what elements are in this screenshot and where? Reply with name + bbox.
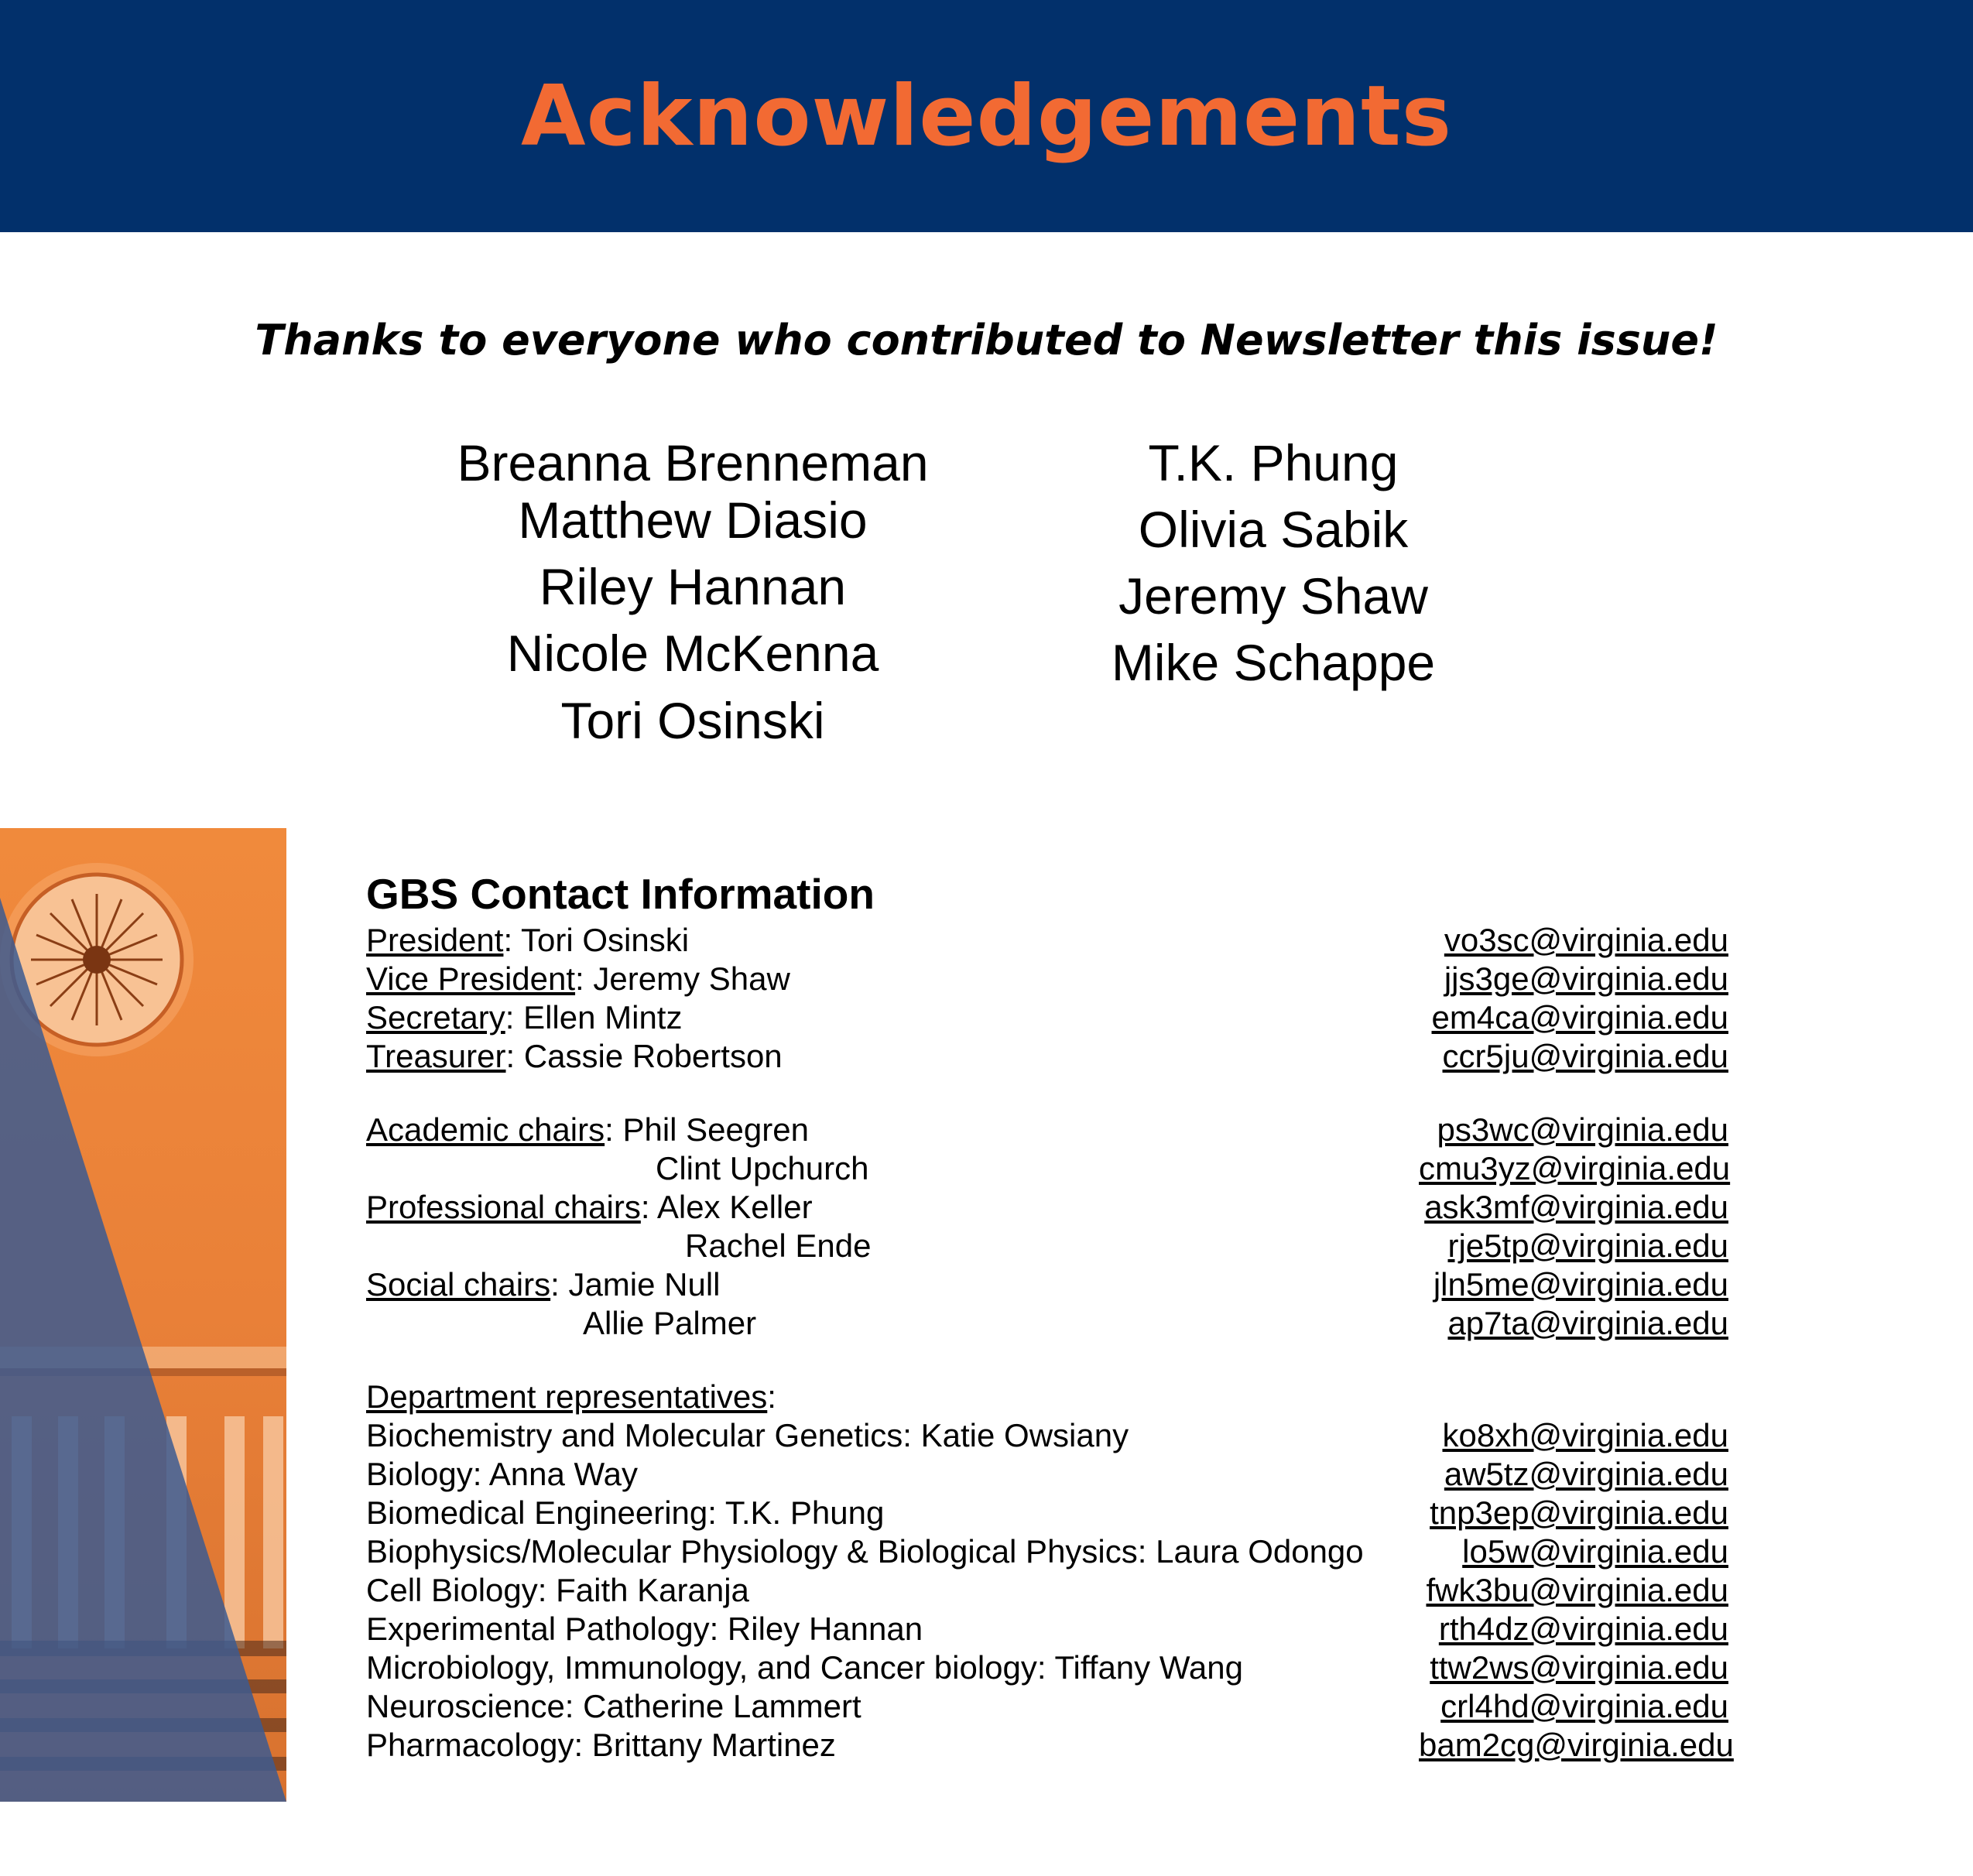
contributor-name: Mike Schappe xyxy=(1111,634,1436,691)
department-rep: Biochemistry and Molecular Genetics: Katie Owsiany xyxy=(366,1417,1129,1453)
contributor-name: Tori Osinski xyxy=(560,692,825,749)
department-row xyxy=(366,1416,1728,1455)
role-label: President xyxy=(366,922,504,958)
role-label: Professional chairs xyxy=(366,1189,641,1225)
email-link[interactable]: crl4hd@virginia.edu xyxy=(1440,1688,1728,1724)
role-label: Treasurer xyxy=(366,1038,506,1074)
department-rep: Experimental Pathology: Riley Hannan xyxy=(366,1611,923,1647)
email-link[interactable]: ko8xh@virginia.edu xyxy=(1442,1417,1728,1453)
role-label: Social chairs xyxy=(366,1266,551,1303)
header-banner xyxy=(0,0,1973,232)
department-row xyxy=(366,1532,1728,1571)
contact-row-vice-president xyxy=(366,960,1728,998)
department-rep: Cell Biology: Faith Karanja xyxy=(366,1572,749,1608)
role-label: Secretary xyxy=(366,999,505,1036)
person-name: : Alex Keller xyxy=(640,1189,813,1225)
email-link[interactable]: ask3mf@virginia.edu xyxy=(1424,1189,1728,1225)
email-link[interactable]: ps3wc@virginia.edu xyxy=(1437,1111,1728,1148)
email-link[interactable]: ccr5ju@virginia.edu xyxy=(1442,1038,1728,1074)
email-link[interactable]: fwk3bu@virginia.edu xyxy=(1426,1572,1728,1608)
department-heading-colon: : xyxy=(767,1378,776,1415)
email-link[interactable]: lo5w@virginia.edu xyxy=(1462,1533,1728,1570)
rotunda-illustration xyxy=(0,828,286,1802)
email-link[interactable]: rje5tp@virginia.edu xyxy=(1447,1227,1728,1264)
email-link[interactable]: ttw2ws@virginia.edu xyxy=(1430,1649,1728,1686)
person-name: : Tori Osinski xyxy=(503,922,690,958)
department-row xyxy=(366,1494,1728,1532)
email-link[interactable]: vo3sc@virginia.edu xyxy=(1444,922,1728,958)
contact-row-professional-chair xyxy=(366,1188,1728,1227)
department-rep: Neuroscience: Catherine Lammert xyxy=(366,1688,861,1724)
department-row xyxy=(366,1687,1728,1726)
department-row xyxy=(366,1571,1728,1610)
email-link[interactable]: jjs3ge@virginia.edu xyxy=(1444,960,1728,997)
contact-row-president xyxy=(366,921,1728,960)
contributor-name: Breanna Brenneman xyxy=(457,434,929,491)
person-name: : Cassie Robertson xyxy=(505,1038,783,1074)
person-name: : Ellen Mintz xyxy=(505,999,683,1036)
thanks-message: Thanks to everyone who contributed to Newsletter this issue! xyxy=(255,316,1718,365)
email-link[interactable]: jln5me@virginia.edu xyxy=(1433,1266,1728,1303)
contact-row-academic-chair xyxy=(366,1111,1728,1149)
person-name: Clint Upchurch xyxy=(656,1150,869,1186)
contact-row-secretary xyxy=(366,998,1728,1037)
email-link[interactable]: ap7ta@virginia.edu xyxy=(1447,1305,1728,1341)
contributor-name: Nicole McKenna xyxy=(506,625,879,682)
contributor-name: Matthew Diasio xyxy=(518,491,868,549)
email-link[interactable]: bam2cg@virginia.edu xyxy=(1419,1727,1734,1763)
department-heading xyxy=(366,1378,776,1416)
department-row xyxy=(366,1455,1728,1494)
contact-section xyxy=(366,863,1759,1768)
person-name: : Jamie Null xyxy=(550,1266,721,1303)
role-label: Vice President xyxy=(366,960,576,997)
department-row xyxy=(366,1610,1728,1648)
contributor-name: Olivia Sabik xyxy=(1138,501,1409,558)
department-row xyxy=(366,1726,1734,1765)
email-link[interactable]: rth4dz@virginia.edu xyxy=(1438,1611,1728,1647)
department-rep: Biomedical Engineering: T.K. Phung xyxy=(366,1494,885,1531)
person-name: Rachel Ende xyxy=(685,1227,872,1264)
person-name: : Jeremy Shaw xyxy=(575,960,790,997)
department-rep: Biology: Anna Way xyxy=(366,1456,638,1492)
department-row xyxy=(366,1648,1728,1687)
email-link[interactable]: em4ca@virginia.edu xyxy=(1431,999,1728,1036)
email-link[interactable]: tnp3ep@virginia.edu xyxy=(1430,1494,1728,1531)
contributor-name: T.K. Phung xyxy=(1148,434,1399,491)
contact-row-social-chair xyxy=(366,1265,1728,1304)
email-link[interactable]: aw5tz@virginia.edu xyxy=(1444,1456,1728,1492)
contact-heading: GBS Contact Information xyxy=(366,870,875,918)
person-name: : Phil Seegren xyxy=(605,1111,809,1148)
contributor-name: Riley Hannan xyxy=(539,558,847,615)
role-label: Academic chairs xyxy=(366,1111,605,1148)
contributors-right-column xyxy=(1053,433,1494,704)
rotunda-photo-strip xyxy=(0,828,286,1802)
contact-row-treasurer xyxy=(366,1037,1728,1076)
contributor-name: Jeremy Shaw xyxy=(1118,567,1428,625)
contributors-left-column xyxy=(433,433,952,758)
department-rep: Biophysics/Molecular Physiology & Biological Physics: Laura Odongo xyxy=(366,1533,1364,1570)
department-heading-label: Department representatives xyxy=(366,1378,768,1415)
person-name: Allie Palmer xyxy=(583,1305,757,1341)
department-rep: Microbiology, Immunology, and Cancer biology: Tiffany Wang xyxy=(366,1649,1243,1686)
page-title: Acknowledgements xyxy=(521,67,1452,165)
department-rep: Pharmacology: Brittany Martinez xyxy=(366,1727,836,1763)
email-link[interactable]: cmu3yz@virginia.edu xyxy=(1419,1150,1731,1186)
